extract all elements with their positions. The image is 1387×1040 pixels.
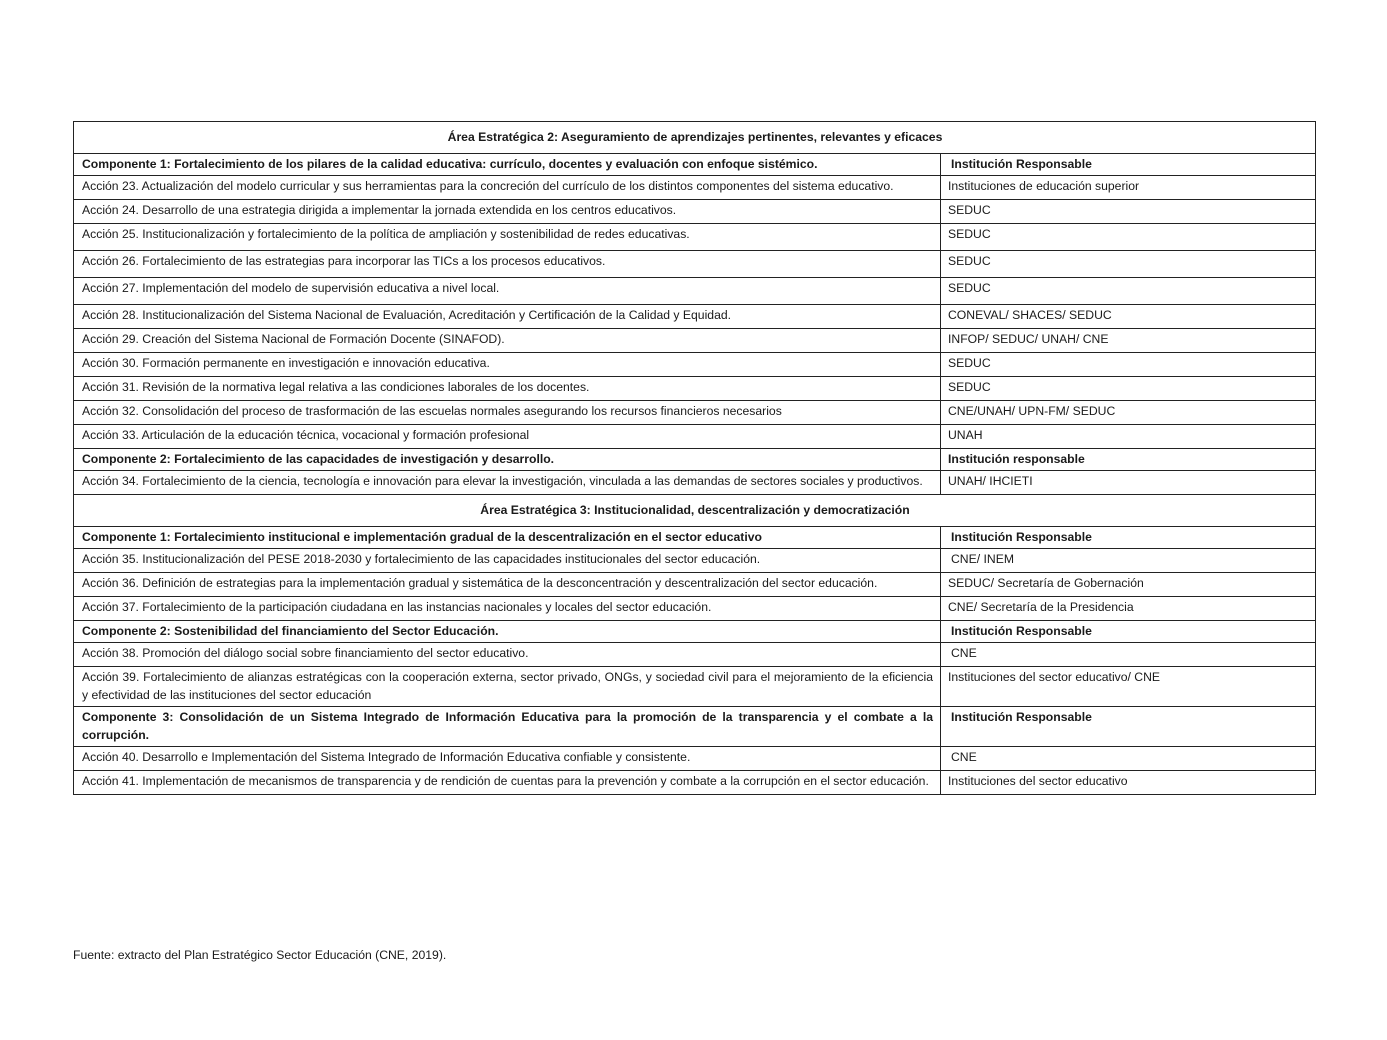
action-text: Acción 31. Revisión de la normativa legal relativa a las condiciones laborales de los docentes. [74, 377, 941, 401]
action-row [74, 597, 1316, 621]
action-row [74, 176, 1316, 200]
responsible-header: Institución Responsable [941, 527, 1316, 549]
action-responsible: CONEVAL/ SHACES/ SEDUC [941, 305, 1316, 329]
action-responsible: SEDUC [941, 353, 1316, 377]
action-responsible: UNAH/ IHCIETI [941, 471, 1316, 495]
action-responsible: SEDUC [941, 377, 1316, 401]
component-title: Componente 2: Sostenibilidad del financiamiento del Sector Educación. [74, 621, 941, 643]
action-responsible: SEDUC [941, 251, 1316, 278]
action-row [74, 377, 1316, 401]
action-responsible: Instituciones de educación superior [941, 176, 1316, 200]
component-row [74, 449, 1316, 471]
action-text: Acción 24. Desarrollo de una estrategia dirigida a implementar la jornada extendida en los centros educativos. [74, 200, 941, 224]
area-title: Área Estratégica 2: Aseguramiento de aprendizajes pertinentes, relevantes y eficaces [74, 122, 1316, 154]
action-text: Acción 25. Institucionalización y fortalecimiento de la política de ampliación y sostenibilidad de redes educativas. [74, 224, 941, 251]
action-text: Acción 29. Creación del Sistema Nacional de Formación Docente (SINAFOD). [74, 329, 941, 353]
action-text: Acción 30. Formación permanente en investigación e innovación educativa. [74, 353, 941, 377]
action-row [74, 425, 1316, 449]
action-responsible: Instituciones del sector educativo [941, 771, 1316, 795]
component-row [74, 527, 1316, 549]
component-row [74, 707, 1316, 747]
action-responsible: CNE/UNAH/ UPN-FM/ SEDUC [941, 401, 1316, 425]
action-text: Acción 40. Desarrollo e Implementación del Sistema Integrado de Información Educativa confiable y consistente. [74, 747, 941, 771]
action-row [74, 573, 1316, 597]
action-text: Acción 38. Promoción del diálogo social sobre financiamiento del sector educativo. [74, 643, 941, 667]
responsible-header: Institución Responsable [941, 707, 1316, 747]
area-title: Área Estratégica 3: Institucionalidad, descentralización y democratización [74, 495, 1316, 527]
action-responsible: SEDUC [941, 200, 1316, 224]
action-responsible: CNE [941, 643, 1316, 667]
action-row [74, 471, 1316, 495]
action-row [74, 353, 1316, 377]
action-responsible: SEDUC [941, 224, 1316, 251]
action-text: Acción 32. Consolidación del proceso de trasformación de las escuelas normales asegurando los recursos financieros necesarios [74, 401, 941, 425]
component-title: Componente 1: Fortalecimiento institucional e implementación gradual de la descentralización en el sector educativo [74, 527, 941, 549]
responsible-header: Institución Responsable [941, 621, 1316, 643]
action-responsible: CNE/ Secretaría de la Presidencia [941, 597, 1316, 621]
action-row [74, 329, 1316, 353]
action-text: Acción 27. Implementación del modelo de supervisión educativa a nivel local. [74, 278, 941, 305]
action-responsible: CNE/ INEM [941, 549, 1316, 573]
component-title: Componente 2: Fortalecimiento de las capacidades de investigación y desarrollo. [74, 449, 941, 471]
component-title: Componente 1: Fortalecimiento de los pilares de la calidad educativa: currículo, docentes y evaluación con enfoque sistémico. [74, 154, 941, 176]
action-responsible: INFOP/ SEDUC/ UNAH/ CNE [941, 329, 1316, 353]
action-responsible: SEDUC/ Secretaría de Gobernación [941, 573, 1316, 597]
action-row [74, 549, 1316, 573]
source-footnote: Fuente: extracto del Plan Estratégico Sector Educación (CNE, 2019). [73, 948, 447, 962]
action-responsible: UNAH [941, 425, 1316, 449]
strategic-plan-table [73, 121, 1316, 795]
action-responsible: Instituciones del sector educativo/ CNE [941, 667, 1316, 707]
action-row [74, 305, 1316, 329]
area-row-3 [74, 495, 1316, 527]
action-text: Acción 39. Fortalecimiento de alianzas estratégicas con la cooperación externa, sector privado, ONGs, y sociedad civil para el mejoramiento de la eficiencia y efectividad de las instituciones del sector educación [74, 667, 941, 707]
action-text: Acción 34. Fortalecimiento de la ciencia, tecnología e innovación para elevar la investigación, vinculada a las demandas de sectores sociales y productivos. [74, 471, 941, 495]
action-text: Acción 41. Implementación de mecanismos de transparencia y de rendición de cuentas para la prevención y combate a la corrupción en el sector educación. [74, 771, 941, 795]
action-text: Acción 33. Articulación de la educación técnica, vocacional y formación profesional [74, 425, 941, 449]
action-text: Acción 35. Institucionalización del PESE 2018-2030 y fortalecimiento de las capacidades institucionales del sector educación. [74, 549, 941, 573]
component-title: Componente 3: Consolidación de un Sistema Integrado de Información Educativa para la promoción de la transparencia y el combate a la corrupción. [74, 707, 941, 747]
action-text: Acción 23. Actualización del modelo curricular y sus herramientas para la concreción del currículo de los distintos componentes del sistema educativo. [74, 176, 941, 200]
action-responsible: SEDUC [941, 278, 1316, 305]
action-row [74, 200, 1316, 224]
action-row [74, 224, 1316, 251]
action-text: Acción 36. Definición de estrategias para la implementación gradual y sistemática de la desconcentración y descentralización del sector educación. [74, 573, 941, 597]
action-text: Acción 26. Fortalecimiento de las estrategias para incorporar las TICs a los procesos educativos. [74, 251, 941, 278]
responsible-header: Institución responsable [941, 449, 1316, 471]
action-row [74, 667, 1316, 707]
action-row [74, 747, 1316, 771]
action-text: Acción 28. Institucionalización del Sistema Nacional de Evaluación, Acreditación y Certificación de la Calidad y Equidad. [74, 305, 941, 329]
area-row-2 [74, 122, 1316, 154]
action-row [74, 278, 1316, 305]
action-row [74, 643, 1316, 667]
action-row [74, 771, 1316, 795]
responsible-header: Institución Responsable [941, 154, 1316, 176]
component-row [74, 154, 1316, 176]
action-row [74, 251, 1316, 278]
action-responsible: CNE [941, 747, 1316, 771]
action-text: Acción 37. Fortalecimiento de la participación ciudadana en las instancias nacionales y locales del sector educación. [74, 597, 941, 621]
component-row [74, 621, 1316, 643]
action-row [74, 401, 1316, 425]
